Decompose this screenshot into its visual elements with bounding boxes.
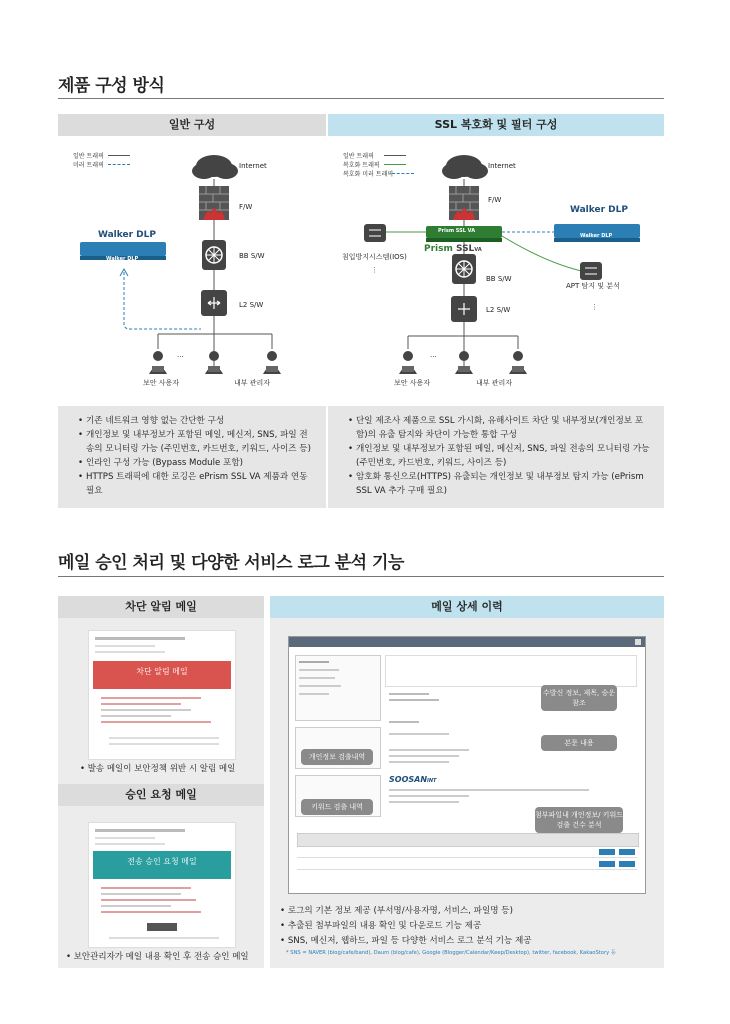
feature-item: • 로그의 기본 정보 제공 (부서명/사용자명, 서비스, 파일명 등) <box>280 906 513 916</box>
l2-switch-label: L2 S/W <box>486 306 511 314</box>
mail-notifications-panel <box>58 596 264 968</box>
soosan-logo: SOOSANINT <box>389 775 437 784</box>
feature-item: • HTTPS 트래픽에 대한 로깅은 ePrism SSL VA 제품과 연동 필요 <box>86 470 316 498</box>
approval-mail-banner: 전송 승인 요청 메일 <box>93 851 231 879</box>
tag-sender-info: 수발신 정보, 제목, 승운참조 <box>541 685 617 711</box>
people-dots: ... <box>177 351 184 359</box>
block-alert-header: 차단 알림 메일 <box>58 596 264 618</box>
alert-mail-banner: 차단 알림 메일 <box>93 661 231 689</box>
walker-dlp-logo: Walker DLP <box>570 205 628 215</box>
ips-label: 침입방지시스템(IOS) <box>342 253 407 261</box>
bb-switch-label: BB S/W <box>239 252 265 260</box>
svg-text:⋮: ⋮ <box>591 303 598 311</box>
general-config-features <box>58 406 326 508</box>
bb-switch-label: BB S/W <box>486 275 512 283</box>
apt-label: APT 탐지 및 분석 <box>566 282 620 290</box>
person-icon <box>263 351 281 374</box>
section-title-mail-approval: 메일 승인 처리 및 다양한 서비스 로그 분석 기능 <box>58 553 404 573</box>
mail-detail-features <box>280 904 656 958</box>
cloud-icon <box>442 155 488 179</box>
feature-item: • 기존 네트워크 영향 없는 간단한 구성 <box>86 414 316 428</box>
feature-item: • 개인정보 및 내부정보가 포함된 메일, 메신저, SNS, 파일 전송의 모니터링 가능 (주민번호, 카드번호, 키워드, 사이즈 등) <box>86 428 316 456</box>
svg-text:⋮: ⋮ <box>371 266 378 274</box>
people-dots: ... <box>430 351 437 359</box>
mail-detail-header: 메일 상세 이력 <box>270 596 664 618</box>
legend-decrypt-traffic: 복호화 트래픽 <box>343 162 380 169</box>
approval-mail-screenshot <box>88 822 236 948</box>
prism-logo: Prism SSLVA <box>424 244 482 254</box>
feature-item: • 추출된 첨부파일의 내용 확인 및 다운로드 기능 제공 <box>280 921 482 931</box>
internet-label: Internet <box>488 162 516 170</box>
block-alert-caption: • 발송 메일이 보안정책 위반 시 알림 메일 <box>80 764 236 774</box>
ips-icon <box>364 224 386 242</box>
l2-switch-icon <box>451 296 477 322</box>
feature-item: • 인라인 구성 가능 (Bypass Module 포함) <box>86 456 316 470</box>
tag-keyword: 키워드 검출 내역 <box>301 799 373 815</box>
apt-icon <box>580 262 602 280</box>
bb-switch-icon <box>452 254 476 284</box>
prism-box-label: Prism SSL VA <box>438 228 476 234</box>
ssl-config-header: SSL 복호화 및 필터 구성 <box>328 114 664 136</box>
approval-request-caption: • 보안관리자가 메일 내용 확인 후 전송 승인 메일 <box>66 952 249 962</box>
feature-item: • 개인정보 및 내부정보가 포함된 메일, 메신저, SNS, 파일 전송의 모니터링 가능 (주민번호, 카드번호, 키워드, 사이즈 등) <box>356 442 654 470</box>
ssl-config-panel <box>328 114 664 406</box>
section-divider <box>58 98 664 99</box>
person-icon <box>509 351 527 374</box>
firewall-icon <box>449 186 479 220</box>
approval-request-header: 승인 요청 메일 <box>58 784 264 806</box>
general-config-panel <box>58 114 326 406</box>
mail-detail-panel <box>270 596 664 968</box>
legend-normal-traffic: 일반 트래픽 <box>73 153 104 160</box>
general-config-header: 일반 구성 <box>58 114 326 136</box>
mail-detail-screenshot <box>288 636 646 894</box>
feature-item: • 암호화 통신으로(HTTPS) 유출되는 개인정보 및 내부정보 탐지 가능 (ePrism SSL VA 추가 구매 필요) <box>356 470 654 498</box>
l2-switch-label: L2 S/W <box>239 301 264 309</box>
secure-user-label: 보안 사용자 <box>143 379 180 387</box>
ssl-config-features <box>328 406 664 508</box>
tag-personal-info: 개인정보 검출내역 <box>301 749 373 765</box>
walker-dlp-box-label: Walker DLP <box>580 233 613 239</box>
walker-dlp-logo: Walker DLP <box>98 230 156 240</box>
tag-attachment-analysis: 첨부파일내 개인정보/ 키워드 검출 건수 분석 <box>535 807 623 833</box>
secure-user-label: 보안 사용자 <box>394 379 431 387</box>
block-alert-mail-screenshot <box>88 630 236 760</box>
tag-body-content: 본문 내용 <box>541 735 617 751</box>
section-divider <box>58 576 664 577</box>
legend-normal-traffic: 일반 트래픽 <box>343 153 374 160</box>
internal-admin-label: 내부 관리자 <box>476 379 513 387</box>
person-icon <box>149 351 167 374</box>
internet-label: Internet <box>239 162 267 170</box>
legend-decrypt-mirror-traffic: 복호화 미러 트래픽 <box>343 171 394 178</box>
person-icon <box>399 351 417 374</box>
general-network-diagram <box>58 144 326 404</box>
bb-switch-icon <box>202 240 226 270</box>
l2-switch-icon <box>201 290 227 316</box>
feature-item: • SNS, 메신저, 웹하드, 파일 등 다양한 서비스 로그 분석 기능 제공 <box>280 936 532 946</box>
sns-footnote: * SNS = NAVER (blog/cafe/band), Daum (blog/cafe), Google (Blogger/Calendar/Keep/Desktop), twitter, facebook, KakaoStory 등 <box>286 950 616 956</box>
firewall-icon <box>199 186 229 220</box>
ssl-network-diagram <box>328 144 664 404</box>
cloud-icon <box>192 155 238 179</box>
section-title-product-config: 제품 구성 방식 <box>58 76 165 96</box>
feature-item: • 단일 제조사 제품으로 SSL 가시화, 유해사이트 차단 및 내부정보(개인정보 포함)의 유출 탐지와 차단이 가능한 통합 구성 <box>356 414 654 442</box>
internal-admin-label: 내부 관리자 <box>234 379 271 387</box>
legend-mirror-traffic: 미러 트래픽 <box>73 162 104 169</box>
fw-label: F/W <box>488 196 502 204</box>
walker-dlp-box-label: Walker DLP <box>106 256 139 262</box>
fw-label: F/W <box>239 203 253 211</box>
